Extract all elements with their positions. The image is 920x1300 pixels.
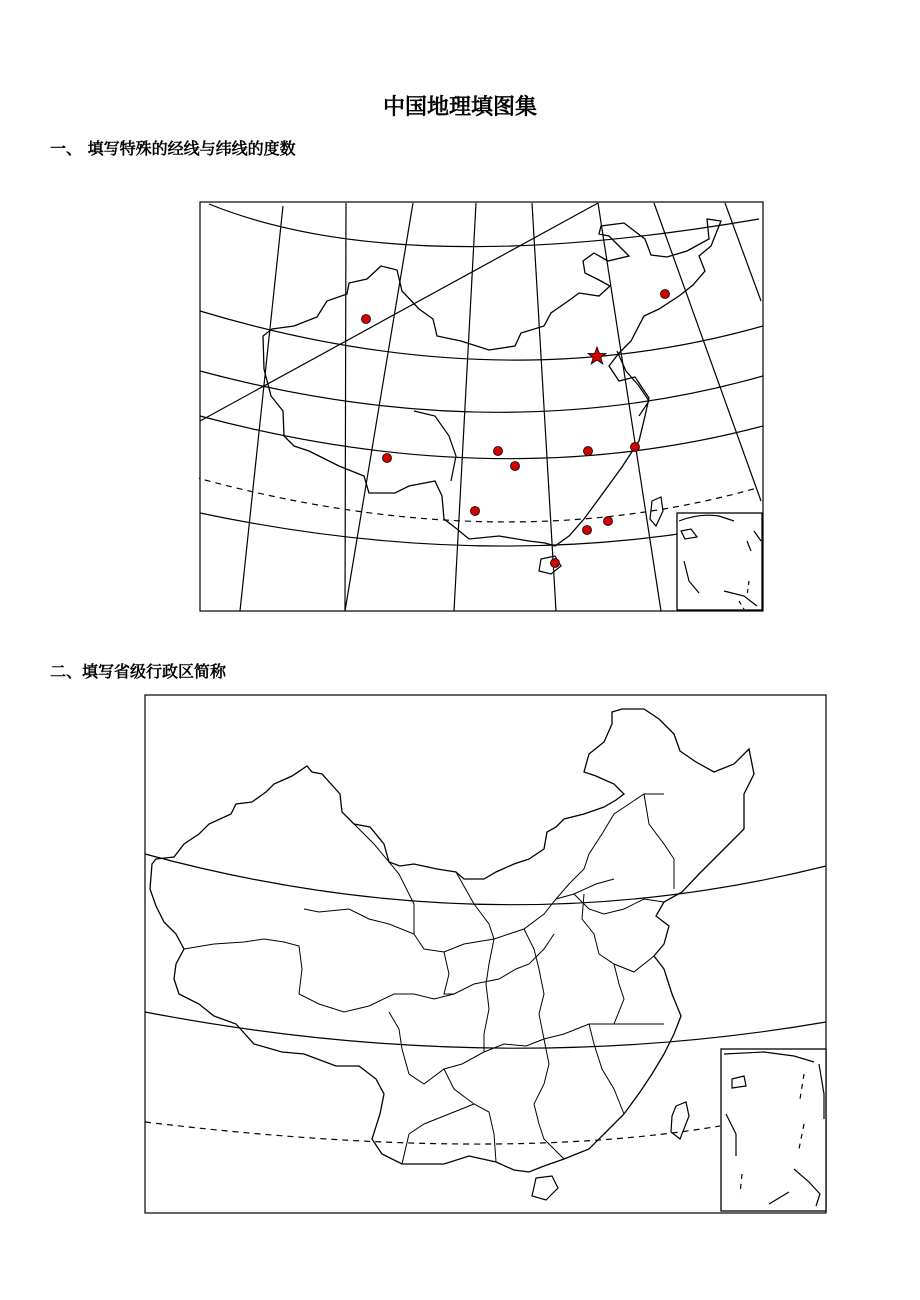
south-china-sea-inset [721, 1049, 826, 1211]
city-dot [631, 443, 640, 452]
city-dot [551, 559, 560, 568]
page-title: 中国地理填图集 [382, 95, 537, 120]
city-dot [362, 315, 371, 324]
province-map [144, 694, 829, 1216]
south-china-sea-inset [677, 513, 762, 610]
city-dot [471, 507, 480, 516]
graticule-map [199, 201, 765, 613]
city-dot [494, 447, 503, 456]
section-heading-1: 一、 填写特殊的经线与纬线的度数 [50, 139, 296, 158]
city-dot [383, 454, 392, 463]
city-dot [604, 517, 613, 526]
city-dot [661, 290, 670, 299]
city-dot [584, 447, 593, 456]
city-dot [583, 526, 592, 535]
section-heading-2: 二、填写省级行政区简称 [50, 662, 227, 681]
city-dot [511, 462, 520, 471]
